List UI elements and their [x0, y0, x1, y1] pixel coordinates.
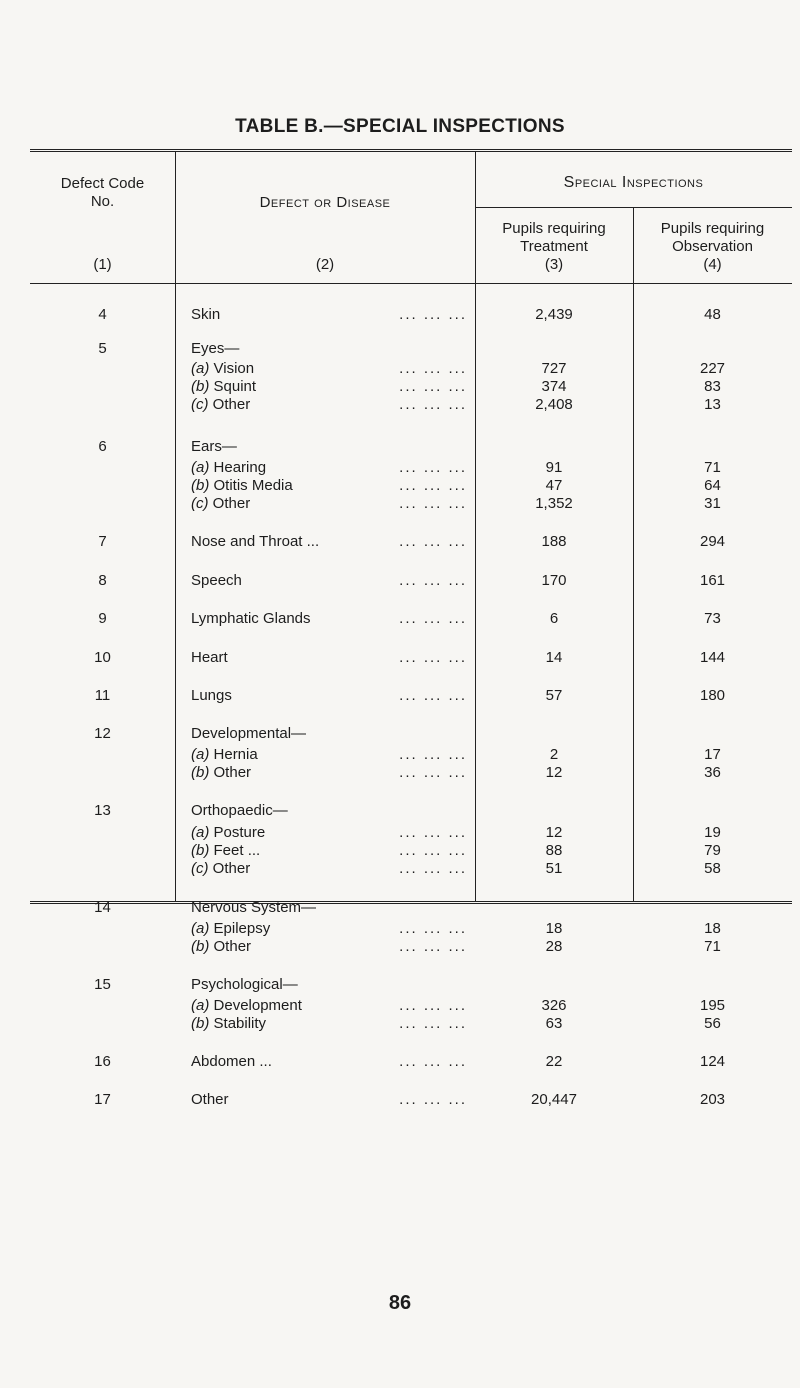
- leader-dots: ... ... ...: [399, 842, 467, 859]
- treatment-count: 727: [541, 360, 567, 377]
- defect-name: Other: [212, 396, 251, 413]
- defect-label: [191, 725, 475, 743]
- header-treatment-label: Pupils requiring Treatment: [502, 220, 606, 255]
- observation-count: 19: [704, 824, 721, 841]
- leader-dots: ... ... ...: [399, 378, 467, 395]
- table-row: [0, 997, 800, 1015]
- header-col-3-number: (3): [544, 256, 564, 273]
- defect-name: Other: [191, 1091, 229, 1108]
- table-row: [0, 396, 800, 414]
- sub-item-letter: (c): [191, 396, 209, 413]
- leader-dots: ... ... ...: [399, 360, 467, 377]
- table-row: [0, 360, 800, 378]
- defect-name: Nervous System—: [191, 899, 317, 916]
- treatment-count: 170: [541, 572, 567, 589]
- defect-label: [191, 459, 475, 477]
- sub-item-letter: (a): [191, 997, 210, 1014]
- defect-code: 6: [98, 438, 107, 455]
- observation-count: 73: [704, 610, 721, 627]
- defect-label: [191, 438, 475, 456]
- defect-label: [191, 802, 475, 820]
- treatment-count: 2: [549, 746, 559, 763]
- defect-label: [191, 842, 475, 860]
- sub-item-letter: (a): [191, 746, 210, 763]
- defect-name: Abdomen ...: [191, 1053, 272, 1070]
- treatment-count: 374: [541, 378, 567, 395]
- treatment-count: 91: [545, 459, 563, 476]
- leader-dots: ... ... ...: [399, 1091, 467, 1108]
- observation-count: 144: [699, 649, 726, 666]
- observation-count: 227: [699, 360, 726, 377]
- leader-dots: ... ... ...: [399, 764, 467, 781]
- defect-label: [191, 340, 475, 358]
- observation-count: 48: [704, 306, 721, 323]
- page-number: 86: [388, 1292, 412, 1314]
- sub-item-letter: (a): [191, 920, 210, 937]
- defect-name: Lymphatic Glands: [191, 610, 311, 627]
- treatment-count: 28: [545, 938, 563, 955]
- defect-label: [191, 495, 475, 513]
- defect-name: Other: [213, 938, 252, 955]
- defect-name: Hearing: [213, 459, 267, 476]
- defect-name: Heart: [191, 649, 228, 666]
- defect-label: [191, 746, 475, 764]
- observation-count: 79: [704, 842, 721, 859]
- defect-label: [191, 306, 475, 324]
- leader-dots: ... ... ...: [399, 1053, 467, 1070]
- defect-name: Psychological—: [191, 976, 298, 993]
- defect-name: Skin: [191, 306, 221, 323]
- observation-count: 71: [704, 459, 721, 476]
- observation-count: 294: [699, 533, 726, 550]
- header-observation-label: Pupils requiring Observation: [660, 220, 765, 255]
- sub-item-letter: (a): [191, 824, 210, 841]
- table-row: [0, 746, 800, 764]
- leader-dots: ... ... ...: [399, 572, 467, 589]
- sub-item-letter: (a): [191, 459, 210, 476]
- defect-label: [191, 899, 475, 917]
- defect-label: [191, 976, 475, 994]
- defect-label: [191, 649, 475, 667]
- defect-code: 8: [98, 572, 107, 589]
- treatment-count: 20,447: [531, 1091, 577, 1108]
- defect-code: 7: [98, 533, 107, 550]
- defect-name: Stability: [213, 1015, 267, 1032]
- leader-dots: ... ... ...: [399, 477, 467, 494]
- table-row: [0, 976, 800, 994]
- treatment-count: 22: [545, 1053, 563, 1070]
- observation-count: 17: [704, 746, 721, 763]
- treatment-count: 12: [545, 764, 563, 781]
- defect-label: [191, 477, 475, 495]
- defect-name: Development: [213, 997, 302, 1014]
- defect-code: 15: [94, 976, 111, 993]
- observation-count: 71: [704, 938, 721, 955]
- defect-name: Feet ...: [213, 842, 261, 859]
- observation-count: 13: [704, 396, 721, 413]
- observation-count: 124: [699, 1053, 726, 1070]
- leader-dots: ... ... ...: [399, 746, 467, 763]
- leader-dots: ... ... ...: [399, 649, 467, 666]
- defect-code: 4: [98, 306, 107, 323]
- leader-dots: ... ... ...: [399, 920, 467, 937]
- sub-item-letter: (b): [191, 938, 210, 955]
- treatment-count: 326: [541, 997, 567, 1014]
- header-col-1-number: (1): [93, 256, 112, 273]
- treatment-count: 18: [545, 920, 563, 937]
- table-row: [0, 899, 800, 917]
- observation-count: 36: [704, 764, 721, 781]
- defect-code: 11: [94, 687, 111, 704]
- sub-item-letter: (b): [191, 764, 210, 781]
- defect-name: Vision: [213, 360, 255, 377]
- defect-label: [191, 997, 475, 1015]
- defect-label: [191, 572, 475, 590]
- defect-label: [191, 764, 475, 782]
- defect-code: 9: [98, 610, 107, 627]
- observation-count: 64: [704, 477, 721, 494]
- sub-item-letter: (b): [191, 378, 210, 395]
- observation-count: 31: [704, 495, 721, 512]
- defect-code: 12: [94, 725, 111, 742]
- defect-code: 13: [94, 802, 111, 819]
- defect-label: [191, 396, 475, 414]
- defect-label: [191, 687, 475, 705]
- defect-label: [191, 1015, 475, 1033]
- defect-name: Lungs: [191, 687, 232, 704]
- treatment-count: 88: [545, 842, 563, 859]
- defect-code: 5: [98, 340, 107, 357]
- table-row: [0, 610, 800, 628]
- table-row: [0, 764, 800, 782]
- sub-item-letter: (b): [191, 477, 210, 494]
- defect-code: 10: [94, 649, 111, 666]
- table-title: TABLE B.—SPECIAL INSPECTIONS: [235, 116, 565, 137]
- treatment-count: 2,439: [535, 306, 573, 323]
- observation-count: 58: [704, 860, 721, 877]
- leader-dots: ... ... ...: [399, 860, 467, 877]
- defect-code: 17: [94, 1091, 111, 1108]
- leader-dots: ... ... ...: [399, 938, 467, 955]
- sub-item-letter: (c): [191, 495, 209, 512]
- leader-dots: ... ... ...: [399, 533, 467, 550]
- table-row: [0, 495, 800, 513]
- leader-dots: ... ... ...: [399, 687, 467, 704]
- table-row: [0, 649, 800, 667]
- leader-dots: ... ... ...: [399, 1015, 467, 1032]
- treatment-count: 51: [545, 860, 563, 877]
- table-row: [0, 725, 800, 743]
- table-row: [0, 824, 800, 842]
- table-row: [0, 477, 800, 495]
- defect-label: [191, 920, 475, 938]
- leader-dots: ... ... ...: [399, 396, 467, 413]
- leader-dots: ... ... ...: [399, 459, 467, 476]
- sub-item-letter: (b): [191, 842, 210, 859]
- defect-name: Otitis Media: [213, 477, 293, 494]
- observation-count: 203: [699, 1091, 726, 1108]
- table-row: [0, 306, 800, 324]
- observation-count: 83: [704, 378, 721, 395]
- leader-dots: ... ... ...: [399, 306, 467, 323]
- defect-label: [191, 824, 475, 842]
- treatment-count: 63: [545, 1015, 563, 1032]
- observation-count: 56: [704, 1015, 721, 1032]
- treatment-count: 6: [549, 610, 559, 627]
- defect-name: Posture: [213, 824, 266, 841]
- defect-name: Ears—: [191, 438, 237, 455]
- header-defect-or-disease: Defect or Disease: [259, 194, 391, 211]
- table-row: [0, 459, 800, 477]
- sub-item-letter: (b): [191, 1015, 210, 1032]
- defect-label: [191, 860, 475, 878]
- table-row: [0, 378, 800, 396]
- header-col-4-number: (4): [703, 256, 722, 273]
- table-row: [0, 1053, 800, 1071]
- observation-count: 195: [699, 997, 726, 1014]
- treatment-count: 12: [545, 824, 563, 841]
- defect-label: [191, 360, 475, 378]
- table-row: [0, 802, 800, 820]
- sub-item-letter: (a): [191, 360, 210, 377]
- defect-label: [191, 378, 475, 396]
- leader-dots: ... ... ...: [399, 495, 467, 512]
- table-row: [0, 533, 800, 551]
- defect-name: Speech: [191, 572, 242, 589]
- defect-name: Other: [212, 495, 251, 512]
- header-special-inspections: Special Inspections: [563, 174, 704, 191]
- defect-name: Developmental—: [191, 725, 307, 742]
- defect-label: [191, 938, 475, 956]
- table-row: [0, 438, 800, 456]
- observation-count: 180: [699, 687, 726, 704]
- defect-label: [191, 1053, 475, 1071]
- defect-code: 14: [94, 899, 111, 916]
- table-row: [0, 340, 800, 358]
- leader-dots: ... ... ...: [399, 997, 467, 1014]
- defect-name: Other: [212, 860, 251, 877]
- defect-label: [191, 610, 475, 628]
- table-row: [0, 842, 800, 860]
- header-col-2-number: (2): [315, 256, 335, 273]
- defect-name: Orthopaedic—: [191, 802, 288, 819]
- treatment-count: 47: [545, 477, 563, 494]
- table-row: [0, 1015, 800, 1033]
- table-row: [0, 920, 800, 938]
- treatment-count: 14: [545, 649, 563, 666]
- table-row: [0, 1091, 800, 1109]
- defect-name: Other: [213, 764, 252, 781]
- header-defect-code-label: Defect Code No.: [60, 175, 145, 210]
- observation-count: 161: [699, 572, 726, 589]
- leader-dots: ... ... ...: [399, 610, 467, 627]
- defect-name: Eyes—: [191, 340, 240, 357]
- treatment-count: 2,408: [535, 396, 573, 413]
- defect-name: Hernia: [213, 746, 258, 763]
- treatment-count: 188: [541, 533, 567, 550]
- treatment-count: 1,352: [535, 495, 573, 512]
- defect-name: Nose and Throat ...: [191, 533, 320, 550]
- defect-label: [191, 533, 475, 551]
- leader-dots: ... ... ...: [399, 824, 467, 841]
- defect-label: [191, 1091, 475, 1109]
- defect-code: 16: [94, 1053, 111, 1070]
- table-row: [0, 938, 800, 956]
- table-row: [0, 572, 800, 590]
- treatment-count: 57: [545, 687, 563, 704]
- defect-name: Squint: [213, 378, 257, 395]
- defect-name: Epilepsy: [213, 920, 271, 937]
- observation-count: 18: [704, 920, 721, 937]
- table-row: [0, 860, 800, 878]
- sub-item-letter: (c): [191, 860, 209, 877]
- table-row: [0, 687, 800, 705]
